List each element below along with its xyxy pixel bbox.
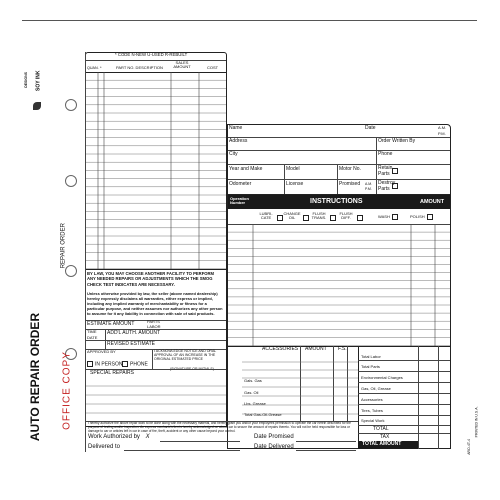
service-polish[interactable]: [410, 214, 433, 220]
phone-field[interactable]: Phone: [378, 151, 393, 157]
special-repairs-lines: [86, 377, 226, 425]
year-make-field[interactable]: Year and Make: [229, 166, 263, 172]
service-flush-diff[interactable]: [337, 212, 363, 221]
phone-checkbox[interactable]: [122, 361, 128, 367]
retain-parts-checkbox[interactable]: [392, 168, 398, 174]
phone-option[interactable]: [122, 361, 148, 368]
total-labor-label: Total Labor: [361, 354, 381, 359]
instructions-title: INSTRUCTIONS: [310, 198, 363, 205]
date-field[interactable]: Date: [365, 125, 376, 131]
warranty-notice: Unless otherwise provided by law, the seller (above named dealership) hereby expressly disclaims all warranties, either express or implied, including any implied warranty of merchantability or fitness for a particular purpose, and neither assumes nor authorizes any other person to assume for it any liability in connection with sale of said products.: [87, 291, 223, 316]
lubricate-label: LUBRI-CATE: [259, 211, 273, 221]
date-delivered-label: Date Delivered: [254, 444, 294, 450]
repair-order-label: REPAIR ORDER: [60, 223, 67, 269]
environmental-label: Environmental Charges: [361, 375, 403, 380]
in-person-option[interactable]: [87, 361, 123, 368]
am-label: A.M.: [438, 125, 447, 130]
fluid-total: Total Gas-Oil-Grease: [244, 412, 282, 417]
tax-label: TAX: [380, 434, 390, 440]
binder-hole: [65, 99, 77, 111]
revised-estimate-label: REVISED ESTIMATE: [107, 341, 155, 347]
gas-oil-grease-label: Gas, Oil, Grease: [361, 386, 391, 391]
accessories-lines: [242, 354, 358, 421]
flush-diff-checkbox[interactable]: [357, 215, 363, 221]
flush-diff-label: FLUSH DIFF.: [339, 211, 353, 221]
flush-trans-checkbox[interactable]: [330, 215, 336, 221]
date-delivered-line[interactable]: [296, 450, 356, 451]
fluid-gals-gas: Gals. Gas: [244, 378, 262, 383]
estimate-amount-label: ESTIMATE AMOUNT: [87, 321, 135, 327]
retain-parts-label: Retain Parts: [378, 165, 393, 177]
delivered-to-line[interactable]: [124, 450, 240, 451]
col-header-cost: COST: [207, 65, 219, 70]
destroy-parts-label: Destroy Parts: [378, 180, 396, 192]
service-lubricate[interactable]: [257, 212, 283, 221]
brand-line2: SOY INK: [35, 70, 42, 91]
leaf-icon: [33, 102, 41, 110]
work-authorized-label: [88, 434, 150, 441]
binder-hole: [65, 175, 77, 187]
license-field[interactable]: License: [286, 181, 304, 187]
service-change-oil[interactable]: [283, 212, 309, 221]
col-header-quan: QUAN.: [87, 66, 99, 70]
service-flush-trans[interactable]: [310, 212, 336, 221]
pm-label: P.M.: [438, 131, 446, 136]
instructions-grid: [228, 224, 450, 346]
motor-no-field[interactable]: Motor No.: [339, 166, 361, 172]
flush-trans-label: FLUSH TRANS.: [311, 211, 327, 221]
tires-tubes-label: Tires, Tubes: [361, 408, 383, 413]
labor-label: LABOR: [147, 324, 161, 329]
phone-option-label: PHONE: [130, 361, 148, 368]
signature-x: X: [145, 434, 150, 440]
change-oil-checkbox[interactable]: [303, 215, 309, 221]
special-repairs-label: SPECIAL REPAIRS: [90, 370, 134, 376]
fluid-gas-oil: Gas. Oil: [244, 390, 259, 395]
law-notice: BY LAW, YOU MAY CHOOSE ANOTHER FACILITY TO PERFORM ANY NEEDED REPAIRS OR ADJUSTMENTS WHICH THE SMOG CHECK TEST INDICATES ARE NECESSARY.: [87, 271, 215, 287]
change-oil-label: CHANGE OIL: [283, 211, 301, 221]
accessories-fs-header: F.S.: [338, 346, 347, 352]
fluid-lbs-grease: Lbs. Grease: [244, 401, 266, 406]
accessories-total-label: Accessories: [361, 397, 383, 402]
signature-label: (SIGNATURE OR INITIALS): [170, 367, 214, 371]
promised-am: A.M.: [365, 182, 373, 186]
total-label: TOTAL: [373, 426, 389, 432]
accessories-amount-header: AMOUNT: [305, 346, 327, 352]
destroy-parts-checkbox[interactable]: [392, 183, 398, 189]
wash-checkbox[interactable]: [392, 214, 398, 220]
address-field[interactable]: Address: [229, 138, 248, 144]
printed-note: PRINTED IN U.S.A.: [474, 406, 479, 438]
wash-label: WASH: [378, 214, 390, 220]
in-person-label: IN PERSON: [95, 361, 123, 368]
polish-label: POLISH: [410, 214, 425, 220]
service-wash[interactable]: [378, 214, 398, 220]
accessories-header: ACCESSORIES: [262, 346, 299, 352]
op-number-header: Operation Number: [230, 196, 249, 206]
parts-label: PARTS: [147, 319, 160, 324]
ack-notice: I ACKNOWLEDGE NOTICE AND ORAL APPROVAL OF AN INCREASE IN THE ORIGINAL ESTIMATED PRICE: [154, 349, 217, 361]
brand-logo: [23, 62, 43, 112]
special-work-label: Special Work: [361, 418, 385, 423]
brand-line1: DESIGNS: [23, 72, 28, 88]
promised-field[interactable]: Promised: [339, 181, 361, 187]
amount-header: AMOUNT: [420, 199, 445, 205]
work-authorized-text: Work Authorized by: [88, 434, 140, 440]
model-field[interactable]: Model: [286, 166, 300, 172]
col-header-part: PART NO. DESCRIPTION: [116, 65, 163, 70]
form-code: ARO-4T-4: [466, 439, 471, 455]
side-copy-label: OFFICE COPY: [61, 351, 73, 430]
parts-grid: [86, 72, 226, 269]
col-header-sales: SALES AMOUNT: [173, 60, 191, 70]
work-authorized-line[interactable]: [160, 441, 240, 442]
delivered-to-label: Delivered to: [88, 444, 121, 450]
addl-auth-label: ADD'L AUTH. AMOUNT: [107, 330, 160, 336]
order-written-by-field[interactable]: Order Written By: [378, 138, 416, 144]
approved-by-label: APPROVED BY: [87, 349, 116, 354]
city-field[interactable]: City: [229, 151, 238, 157]
code-legend: * CODE N-NEW U-USED R-REBUILT: [115, 52, 188, 57]
top-rule: [22, 20, 477, 21]
total-amount-label: TOTAL AMOUNT: [362, 441, 402, 447]
polish-checkbox[interactable]: [427, 214, 433, 220]
in-person-checkbox[interactable]: [87, 361, 93, 367]
authorization-disclaimer: I hereby authorize the above repair work to be done along with the necessary material, and hereby grant you and/or your employees permission to operate the car herein described for the purpose of testing and/or inspection. An express mechanic's lien is hereby acknowledged on above car to secure the amount of repairs thereto. You will not be held responsible for loss or damage to car or articles left in car in case of fire, theft, accident or any other cause beyond your control.: [88, 421, 351, 433]
total-parts-label: Total Parts: [361, 364, 380, 369]
date-promised-line[interactable]: [296, 441, 356, 442]
side-title: AUTO REPAIR ORDER: [28, 312, 42, 442]
time-label: TIME: [87, 329, 97, 334]
promised-pm: P.M.: [365, 187, 372, 191]
col-header-code: *: [100, 65, 102, 70]
odometer-field[interactable]: Odometer: [229, 181, 252, 187]
date-promised-label: Date Promised: [254, 434, 294, 440]
date-label: DATE: [87, 335, 98, 340]
name-field[interactable]: Name: [229, 125, 243, 131]
